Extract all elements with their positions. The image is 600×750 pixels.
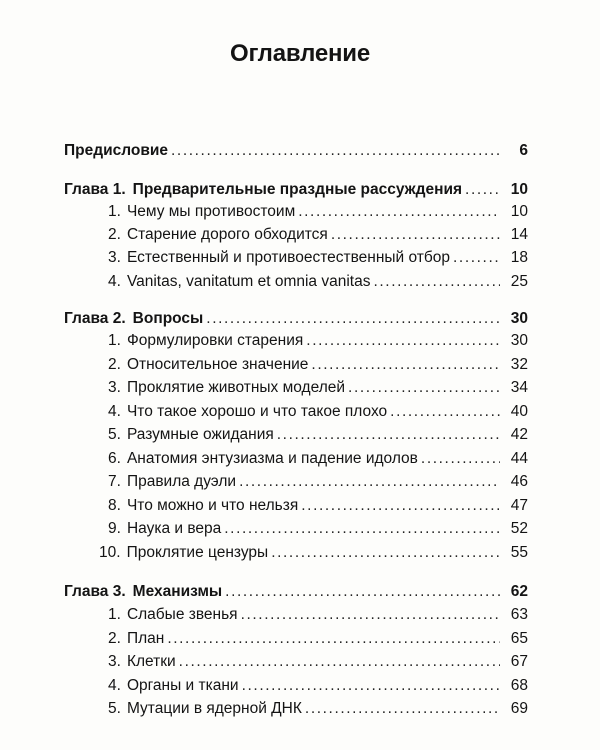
page-title: Оглавление [230, 40, 370, 67]
page-number: 55 [510, 544, 528, 561]
section-title: План [126, 630, 165, 647]
toc-entry-section[interactable] [108, 676, 528, 696]
section-title: Клетки [126, 653, 176, 670]
section-number: 3. [108, 249, 121, 266]
dot-leader [373, 272, 500, 292]
dot-leader [277, 425, 500, 445]
toc-entry-chapter[interactable] [64, 180, 528, 200]
page-number: 25 [510, 273, 528, 290]
section-title: Естественный и противоестественный отбор [126, 249, 451, 266]
dot-leader [331, 225, 500, 245]
page-number: 34 [510, 379, 528, 396]
toc-entry-section[interactable] [108, 225, 528, 245]
section-title: Слабые звенья [126, 606, 238, 623]
page-number: 62 [510, 583, 528, 600]
page-number: 44 [510, 450, 528, 467]
section-title: Правила дуэли [126, 473, 237, 490]
section-title: Формулировки старения [126, 332, 304, 349]
dot-leader [167, 629, 500, 649]
section-title: Органы и ткани [126, 677, 239, 694]
chapter-title: Механизмы [132, 583, 223, 600]
dot-leader [241, 605, 500, 625]
dot-leader [311, 355, 500, 375]
section-number: 8. [108, 497, 121, 514]
dot-leader [421, 449, 500, 469]
section-title: Vanitas, vanitatum et omnia vanitas [126, 273, 371, 290]
dot-leader [224, 519, 500, 539]
page-number: 30 [510, 310, 528, 327]
section-number: 4. [108, 273, 121, 290]
dot-leader [453, 248, 500, 268]
toc-entry-section[interactable] [108, 496, 528, 516]
section-title: Проклятие животных моделей [126, 379, 346, 396]
toc-entry-section[interactable] [108, 652, 528, 672]
toc-entry-section[interactable] [108, 248, 528, 268]
page-number: 42 [510, 426, 528, 443]
page-number: 52 [510, 520, 528, 537]
dot-leader [301, 496, 500, 516]
page-number: 67 [510, 653, 528, 670]
dot-leader [206, 309, 500, 329]
page-number: 10 [510, 203, 528, 220]
toc-entry-section[interactable] [108, 378, 528, 398]
toc-entry-section[interactable] [108, 355, 528, 375]
section-number: 4. [108, 403, 121, 420]
dot-leader [239, 472, 500, 492]
toc-entry-section[interactable] [108, 605, 528, 625]
dot-leader [348, 378, 500, 398]
page-number: 47 [510, 497, 528, 514]
toc-entry-section[interactable] [108, 272, 528, 292]
section-number: 6. [108, 450, 121, 467]
section-title: Что можно и что нельзя [126, 497, 299, 514]
preface-label: Предисловие [64, 142, 169, 159]
section-title: Мутации в ядерной ДНК [126, 700, 302, 717]
dot-leader [225, 582, 500, 602]
toc-entry-chapter[interactable] [64, 582, 528, 602]
toc-entry-section[interactable] [108, 202, 528, 222]
page-number: 6 [519, 142, 528, 159]
section-title: Анатомия энтузиазма и падение идолов [126, 450, 418, 467]
page-number: 68 [510, 677, 528, 694]
page-number: 69 [510, 700, 528, 717]
toc-entry-section[interactable] [99, 543, 528, 563]
section-number: 4. [108, 677, 121, 694]
toc-entry-section[interactable] [108, 472, 528, 492]
section-number: 5. [108, 700, 121, 717]
section-number: 2. [108, 356, 121, 373]
page-number: 40 [510, 403, 528, 420]
toc-entry-preface[interactable] [64, 141, 528, 161]
section-number: 2. [108, 630, 121, 647]
page-number: 10 [510, 181, 528, 198]
section-number: 2. [108, 226, 121, 243]
chapter-title: Предварительные праздные рассуждения [132, 181, 463, 198]
toc-entry-section[interactable] [108, 331, 528, 351]
section-number: 1. [108, 332, 121, 349]
section-number: 9. [108, 520, 121, 537]
section-number: 1. [108, 606, 121, 623]
section-title: Что такое хорошо и что такое плохо [126, 403, 388, 420]
dot-leader [465, 180, 500, 200]
toc-entry-section[interactable] [108, 629, 528, 649]
toc-entry-chapter[interactable] [64, 309, 528, 329]
page-number: 63 [510, 606, 528, 623]
section-number: 3. [108, 653, 121, 670]
dot-leader [390, 402, 500, 422]
toc-entry-section[interactable] [108, 402, 528, 422]
section-number: 5. [108, 426, 121, 443]
section-title: Проклятие цензуры [126, 544, 269, 561]
dot-leader [271, 543, 500, 563]
section-title: Чему мы противостоим [126, 203, 296, 220]
page-number: 65 [510, 630, 528, 647]
section-number: 7. [108, 473, 121, 490]
toc-entry-section[interactable] [108, 425, 528, 445]
page-number: 46 [510, 473, 528, 490]
section-title: Разумные ожидания [126, 426, 274, 443]
section-number: 3. [108, 379, 121, 396]
chapter-number: Глава 3. [64, 583, 126, 600]
page-number: 30 [510, 332, 528, 349]
page-number: 18 [510, 249, 528, 266]
dot-leader [298, 202, 500, 222]
section-number: 1. [108, 203, 121, 220]
section-title: Старение дорого обходится [126, 226, 328, 243]
section-title: Относительное значение [126, 356, 309, 373]
chapter-number: Глава 2. [64, 310, 126, 327]
toc-entry-section[interactable] [108, 699, 528, 719]
dot-leader [242, 676, 500, 696]
chapter-title: Вопросы [132, 310, 204, 327]
chapter-number: Глава 1. [64, 181, 126, 198]
dot-leader [305, 699, 500, 719]
section-number: 10. [99, 544, 121, 561]
dot-leader [306, 331, 500, 351]
toc-entry-section[interactable] [108, 519, 528, 539]
section-title: Наука и вера [126, 520, 222, 537]
toc-entry-section[interactable] [108, 449, 528, 469]
page-number: 14 [510, 226, 528, 243]
page-number: 32 [510, 356, 528, 373]
dot-leader [179, 652, 500, 672]
dot-leader [171, 141, 500, 161]
